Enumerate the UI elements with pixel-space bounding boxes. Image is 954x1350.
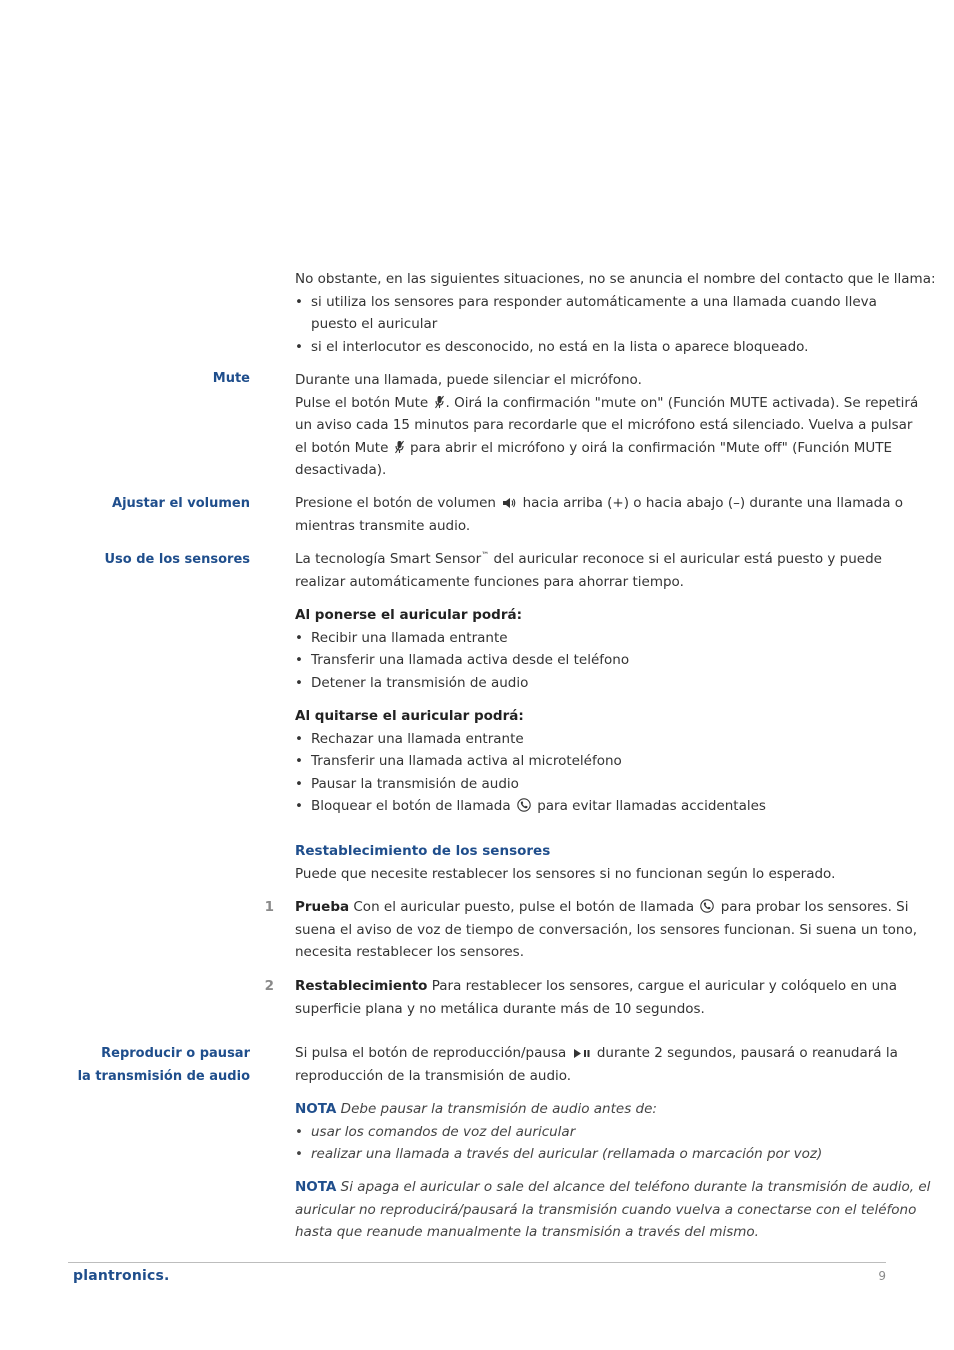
list-item: • Transferir una llamada activa desde el teléfono — [295, 649, 887, 672]
list-item: • Pausar la transmisión de audio — [295, 773, 887, 796]
section-heading-volume: Ajustar el volumen — [112, 496, 250, 511]
intro-list — [295, 291, 887, 359]
section-heading-mute: Mute — [212, 371, 250, 386]
playback-section: Si pulsa el botón de reproducción/pausa durante 2 segundos, pausará o reanudará la reproducción de la transmisión de audio. — [295, 1045, 898, 1084]
list-item: • si utiliza los sensores para responder automáticamente a una llamada cuando lleva puesto el auricular — [295, 291, 887, 336]
step-number: 2 — [264, 978, 274, 994]
section-heading-sensors: Uso de los sensores — [104, 552, 250, 567]
sensors-on-title: Al ponerse el auricular podrá: — [295, 607, 522, 623]
page-number: 9 — [878, 1269, 886, 1283]
trademark: ™ — [481, 550, 490, 560]
section-heading-playback: Reproducir o pausar la transmisión de audio — [77, 1046, 250, 1084]
list-item: • realizar una llamada a través del auricular (rellamada o marcación por voz) — [295, 1143, 887, 1166]
intro-text: No obstante, en las siguientes situaciones, no se anuncia el nombre del contacto que le llama: — [295, 271, 936, 287]
brand-logo: plantronics. — [73, 1268, 170, 1284]
note-1: NOTA Debe pausar la transmisión de audio antes de: • usar los comandos de voz del auricular • realizar una llamada a través del auricular (rellamada o marcación por voz) — [295, 1098, 887, 1166]
list-item: • Transferir una llamada activa al microteléfono — [295, 750, 887, 773]
mute-section: Durante una llamada, puede silenciar el micrófono. Pulse el botón Mute . Oirá la confirmación "mute on" (Función MUTE activada). Se repetirá un aviso cada 15 minutos para recordarle que el micrófono está silenciado. Vuelva a pulsar el botón Mute para abrir el micrófono y oirá la confirmación "Mute off" (Función MUTE desactivada). — [295, 372, 919, 478]
sensors-off-block — [295, 705, 887, 818]
mute-mic-icon — [435, 395, 444, 409]
sensors-section: La tecnología Smart Sensor™ del auricular reconoce si el auricular está puesto y puede realizar automáticamente funciones para ahorrar tiempo. — [295, 550, 882, 590]
list-item: • Detener la transmisión de audio — [295, 672, 887, 695]
list-item: • Recibir una llamada entrante — [295, 627, 887, 650]
volume-section: Presione el botón de volumen hacia arriba (+) o hacia abajo (–) durante una llamada o mientras transmite audio. — [295, 495, 904, 534]
note-2: NOTA Si apaga el auricular o sale del alcance del teléfono durante la transmisión de audio, el auricular no reproducirá/pausará la transmisión cuando vuelva a conectarse con el teléfono hasta que reanude manualmente la transmisión a través del mismo. — [295, 1179, 931, 1240]
mute-mic-icon — [395, 440, 404, 454]
reset-step-1: Prueba Con el auricular puesto, pulse el botón de llamada para probar los sensores. Si suena el aviso de voz de tiempo de conversación, los sensores funcionan. Si suena un tono, necesita restablecer los sensores. — [295, 899, 918, 960]
play-pause-icon — [573, 1048, 591, 1059]
sensors-on-block — [295, 604, 887, 694]
intro-block — [295, 268, 936, 358]
call-phone-icon — [700, 899, 714, 913]
list-item: • usar los comandos de voz del auricular — [295, 1121, 887, 1144]
footer-divider — [68, 1262, 886, 1263]
list-item: • Rechazar una llamada entrante — [295, 728, 887, 751]
reset-title: Restablecimiento de los sensores — [295, 843, 551, 859]
sensors-off-title: Al quitarse el auricular podrá: — [295, 708, 524, 724]
reset-section: Restablecimiento de los sensores Puede que necesite restablecer los sensores si no funcionan según lo esperado. — [295, 840, 887, 885]
volume-icon — [502, 497, 516, 509]
list-item: • si el interlocutor es desconocido, no está en la lista o aparece bloqueado. — [295, 336, 887, 359]
reset-step-2: Restablecimiento Para restablecer los sensores, cargue el auricular y colóquelo en una superficie plana y no metálica durante más de 10 segundos. — [295, 978, 897, 1017]
list-item: • Bloquear el botón de llamada para evitar llamadas accidentales — [295, 795, 887, 818]
call-phone-icon — [517, 798, 531, 812]
step-number: 1 — [264, 899, 274, 915]
